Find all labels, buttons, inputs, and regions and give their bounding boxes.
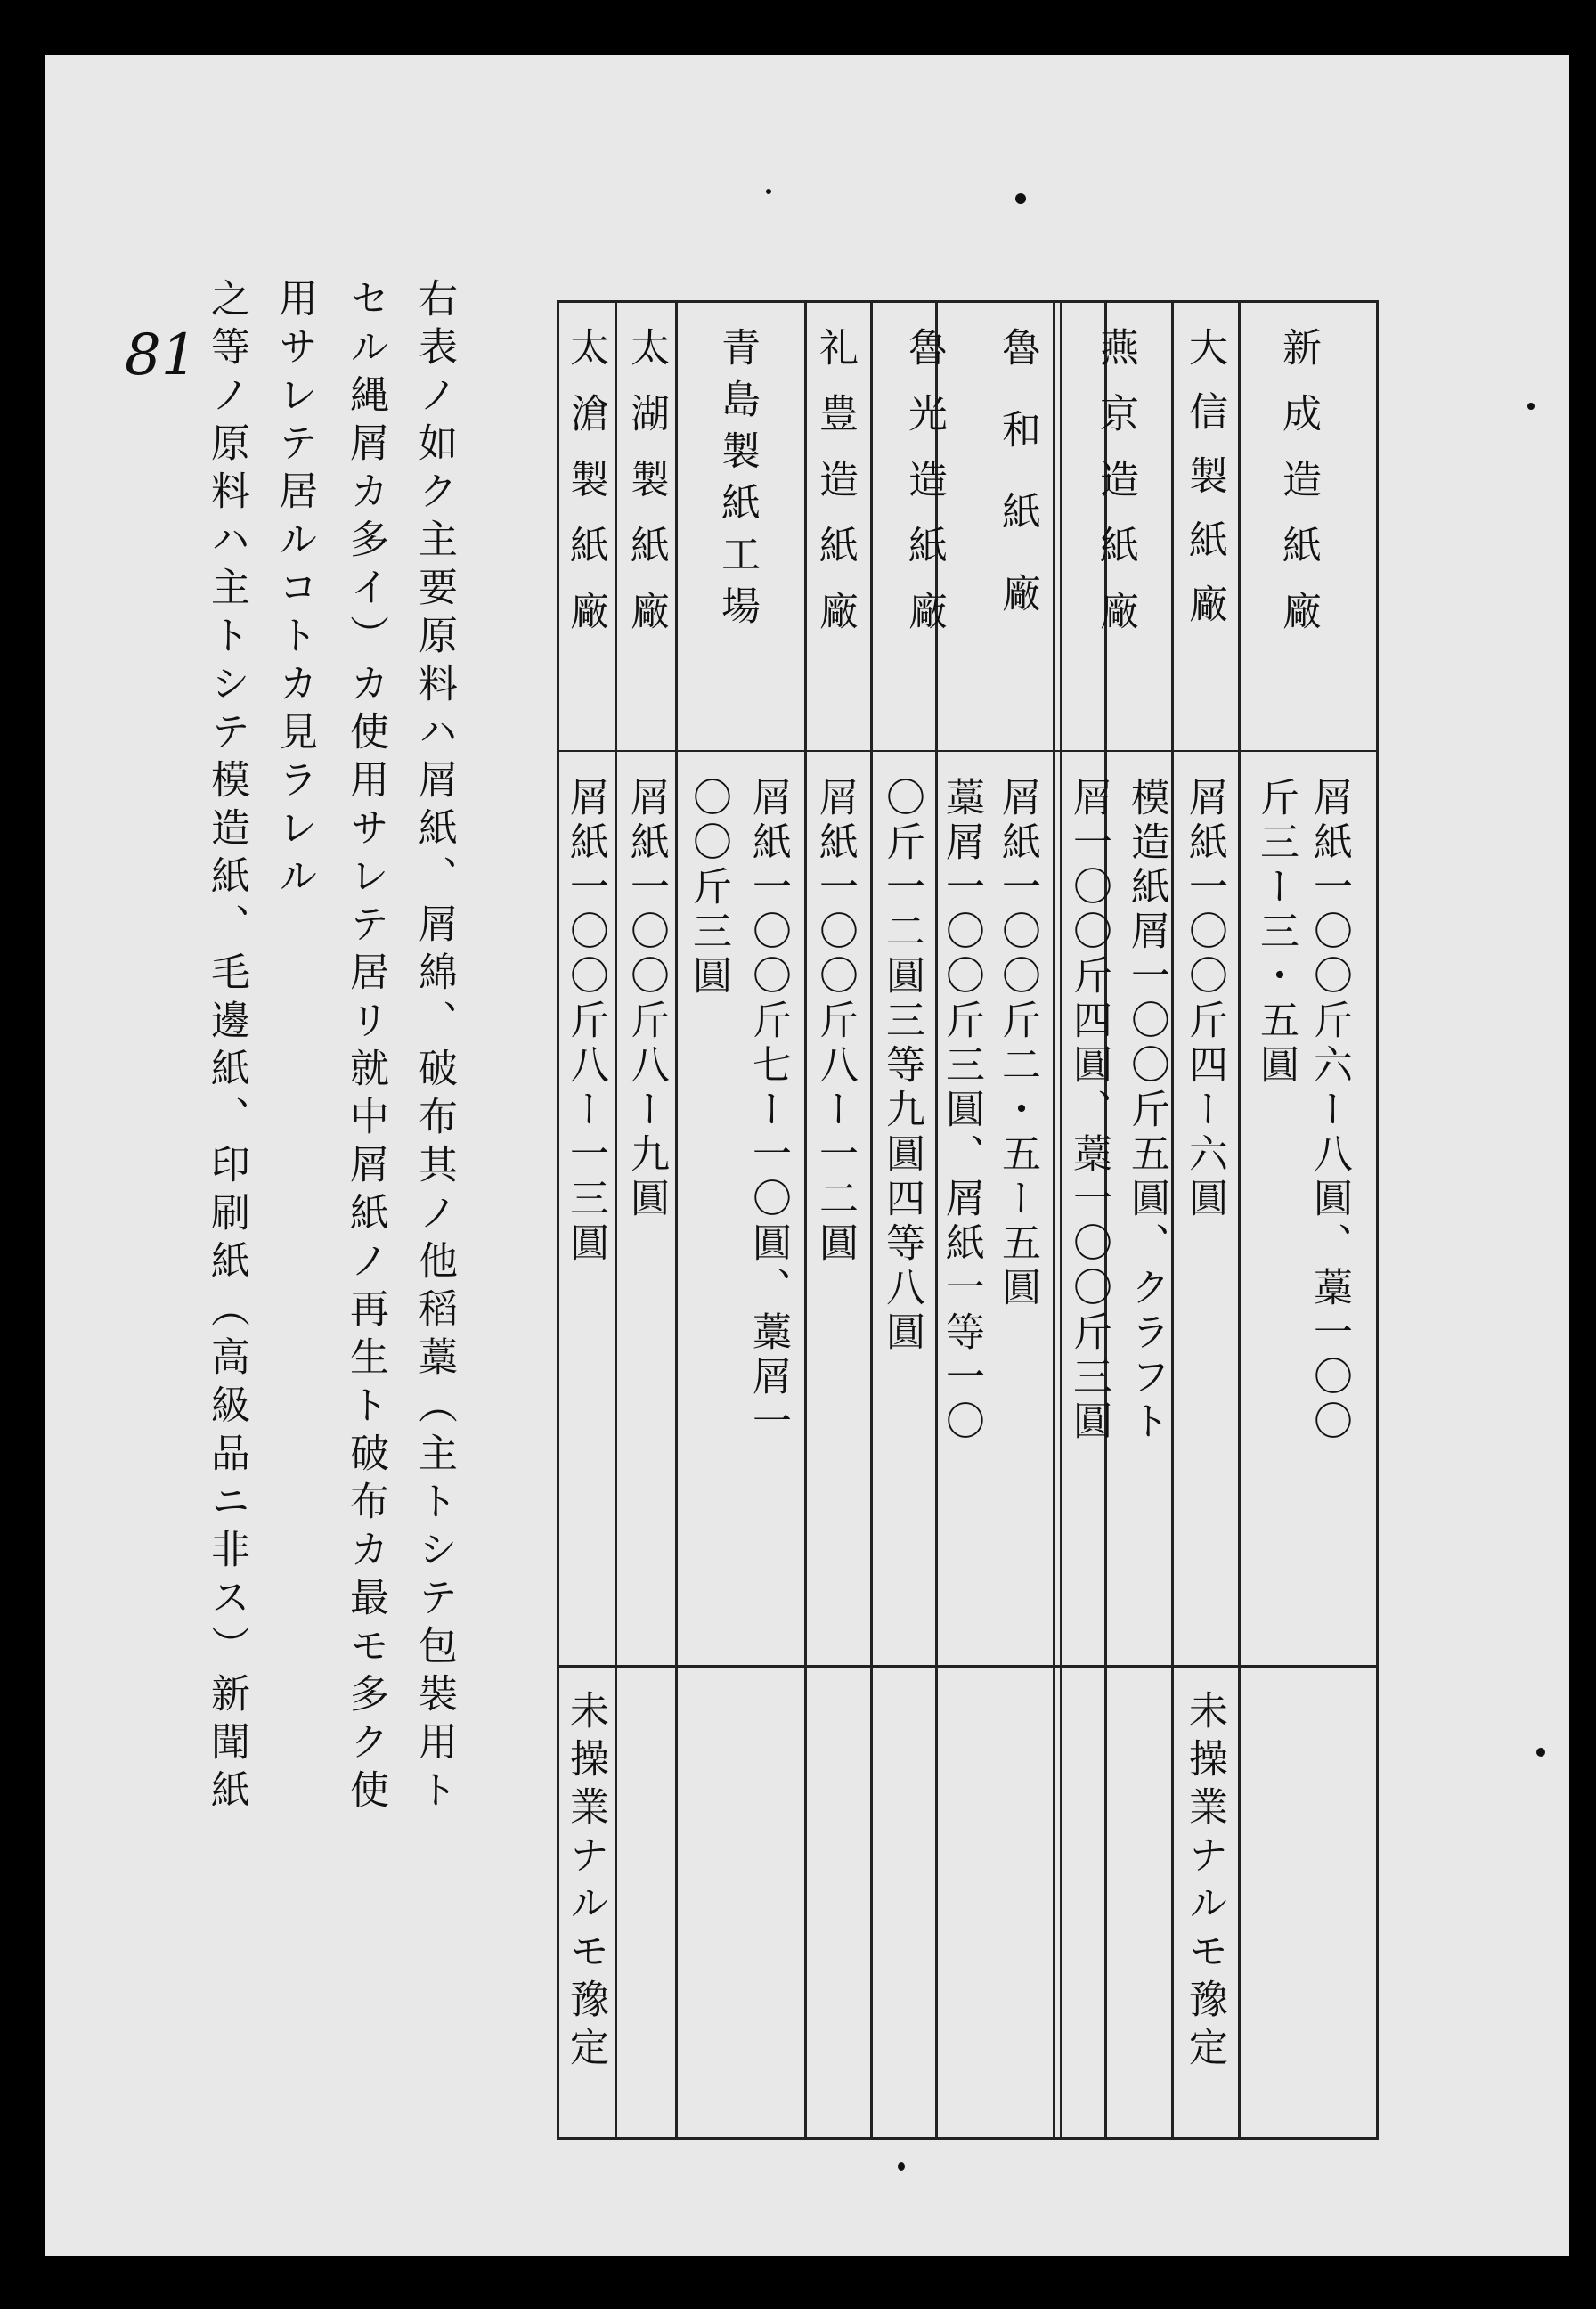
table-col-line [675,300,678,2140]
factory-price: 屑紙一〇〇斤八ー九圓 [623,777,669,1222]
factory-price: 屑紙一〇〇斤八ー一二圓 [812,777,858,1267]
paragraph-line: 之等ノ原料ハ主トシテ模造紙、毛邊紙、印刷紙（高級品ニ非ス）新聞紙 [204,278,249,1817]
table-row-divider-2 [557,1665,1379,1668]
factory-name: 礼豊造紙廠 [812,327,858,657]
scan-speck [1536,1748,1545,1757]
factory-note: 未操業ナルモ豫定 [563,1690,608,2075]
table-bottom-border [557,2137,1379,2140]
table-col-line [1060,300,1062,2140]
factory-price: 斤三ー三・五圓 [1253,777,1299,1089]
price-table [557,300,1379,2140]
table-col-line [615,300,617,2140]
factory-name: 燕京造紙廠 [1093,327,1138,657]
document-page [45,55,1569,2256]
factory-price: 藁屑一〇〇斤三圓、屑紙一等一〇 [939,777,984,1445]
factory-name: 新成造紙廠 [1275,327,1321,657]
table-col-line [870,300,873,2140]
factory-name: 太湖製紙廠 [623,327,669,657]
table-col-line [557,300,559,2140]
scan-speck [1527,403,1535,410]
scan-speck [1015,193,1026,204]
factory-name: 太滄製紙廠 [563,327,608,657]
paragraph-line: セル縄屑カ多イ）カ使用サレテ居リ就中屑紙ノ再生ト破布カ最モ多ク使 [343,278,388,1817]
table-col-line [804,300,807,2140]
paragraph-line: 右表ノ如ク主要原料ハ屑紙、屑綿、破布其ノ他稻藁（主トシテ包裝用ト [411,278,457,1817]
factory-price: 屑紙一〇〇斤四ー六圓 [1182,777,1227,1222]
table-top-border [557,300,1379,303]
factory-price: 模造紙屑一〇〇斤五圓、クラフト [1124,777,1169,1445]
factory-price: 屑一〇〇斤四圓、藁一〇〇斤三圓 [1066,777,1112,1445]
factory-name: 魯和紙廠 [995,327,1040,655]
factory-name: 青島製紙工場 [714,327,760,637]
table-col-line [1171,300,1174,2140]
scan-speck [898,2162,905,2171]
factory-name: 大信製紙廠 [1182,327,1227,648]
scan-speck [766,189,771,194]
table-col-line [1238,300,1241,2140]
factory-price: 〇〇斤三圓 [686,777,731,999]
table-col-line [1053,300,1055,2140]
paragraph-line: 用サレテ居ルコトカ見ラレル [272,278,317,903]
table-row-divider-1 [557,750,1379,752]
factory-price: 屑紙一〇〇斤八ー一三圓 [563,777,608,1267]
factory-price: 屑紙一〇〇斤七ー一〇圓、藁屑一 [745,777,791,1445]
page-number-handwritten: 81 [125,322,198,388]
factory-price: 〇斤一二圓三等九圓四等八圓 [879,777,924,1356]
factory-name: 魯光造紙廠 [901,327,947,657]
factory-price: 屑紙一〇〇斤六ー八圓、藁一〇〇 [1307,777,1352,1445]
factory-price: 屑紙一〇〇斤二・五ー五圓 [995,777,1040,1311]
table-col-line [1376,300,1379,2140]
factory-note: 未操業ナルモ豫定 [1182,1690,1227,2075]
